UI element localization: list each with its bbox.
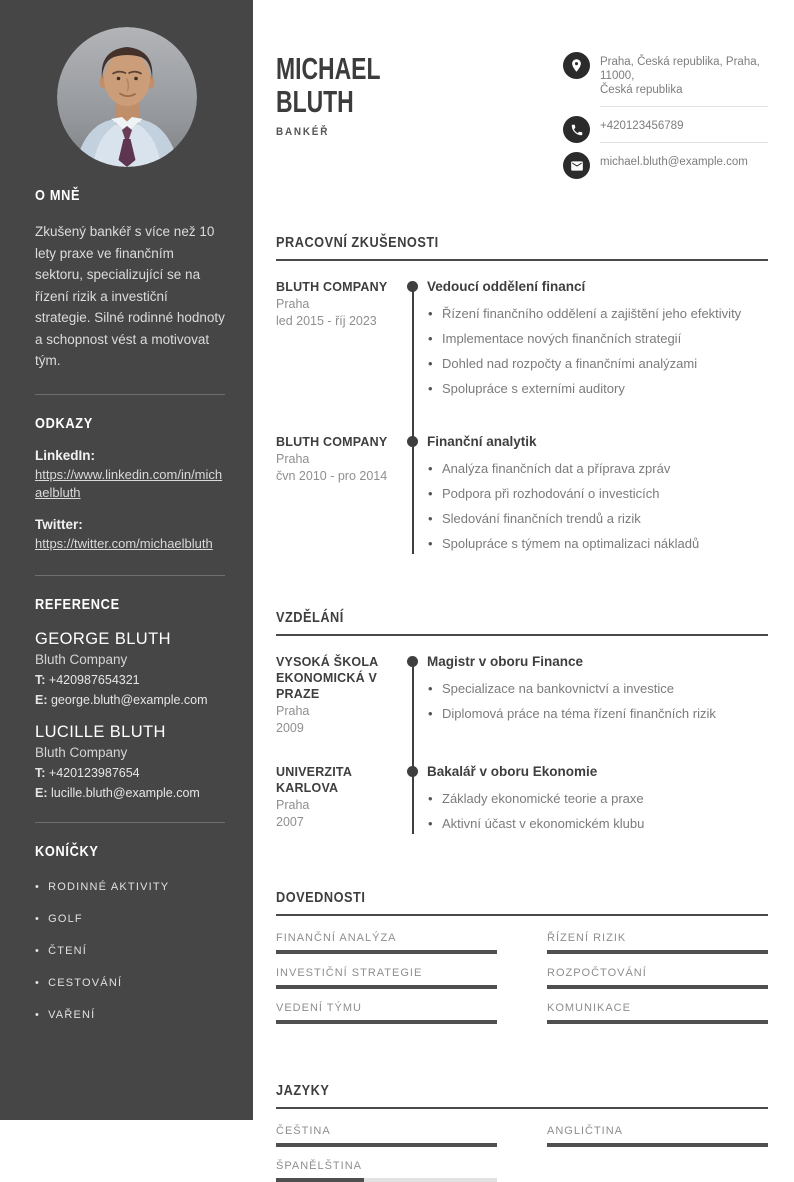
contact-location-row (563, 52, 768, 107)
reference-email (35, 786, 225, 800)
last-name: BLUTH (276, 84, 354, 119)
link-label: Twitter: (35, 516, 83, 532)
experience-timeline (276, 279, 768, 561)
section-rule (276, 1107, 768, 1109)
hobby-item: • GOLF (35, 913, 225, 925)
education-entry (276, 764, 768, 841)
entry-school: UNIVERZITA KARLOVA (276, 765, 352, 795)
language-track (276, 1143, 497, 1147)
timeline-column (407, 279, 427, 406)
entry-details (427, 764, 768, 841)
skill-track (547, 1020, 768, 1024)
skill-item (547, 1002, 768, 1024)
entry-degree: Magistr v oboru Finance (427, 654, 584, 669)
hobbies-list (35, 881, 225, 1021)
location-line2: Česká republika (600, 84, 683, 96)
languages-heading: JAZYKY (276, 1082, 330, 1099)
hobbies-heading: KONÍČKY (35, 842, 99, 860)
references-heading: REFERENCE (35, 595, 120, 613)
about-section (0, 167, 253, 394)
timeline-column (407, 434, 427, 561)
hobby-item: • RODINNÉ AKTIVITY (35, 881, 225, 893)
entry-meta (276, 654, 407, 736)
entry-details (427, 279, 768, 406)
contact-block (563, 52, 768, 188)
skill-item (547, 932, 768, 954)
entry-school: VYSOKÁ ŠKOLA EKONOMICKÁ V PRAZE (276, 655, 378, 701)
skill-name: ŘÍZENÍ RIZIK (547, 932, 627, 944)
entry-details (427, 434, 768, 561)
reference-name: LUCILLE BLUTH (35, 722, 166, 741)
language-level-bar (547, 1143, 768, 1147)
link-item (35, 448, 225, 502)
entry-bullet: • Řízení finančního oddělení a zajištění jeho efektivity (427, 306, 768, 322)
profile-photo-illustration (57, 27, 197, 167)
name-block (276, 52, 417, 188)
entry-meta (276, 279, 407, 406)
reference-phone (35, 673, 225, 687)
timeline-dot (407, 436, 418, 447)
entry-bullets (427, 791, 768, 832)
location-line1: Praha, Česká republika, Praha, 11000, (600, 56, 760, 82)
references-section (0, 576, 253, 822)
skill-item (276, 967, 497, 989)
contact-email: michael.bluth@example.com (600, 156, 748, 168)
email-value: lucille.bluth@example.com (50, 785, 200, 800)
entry-bullet: • Spolupráce s externími auditory (427, 381, 768, 397)
language-item (276, 1125, 497, 1147)
link-url[interactable]: https://twitter.com/michaelbluth (35, 535, 213, 551)
entry-bullet: • Sledování finančních trendů a rizik (427, 511, 768, 527)
link-label: LinkedIn: (35, 447, 95, 463)
entry-bullets (427, 306, 768, 397)
entry-dates: led 2015 - říj 2023 (276, 314, 377, 328)
phone-icon (563, 116, 590, 143)
phone-value: +420123987654 (48, 765, 140, 780)
entry-bullet: • Dohled nad rozpočty a finančními analýzami (427, 356, 768, 372)
main-content (253, 0, 794, 1172)
skill-name: FINANČNÍ ANALÝZA (276, 932, 397, 944)
email-icon (563, 152, 590, 179)
links-list (35, 448, 225, 553)
hobby-item: • ČTENÍ (35, 945, 225, 957)
entry-dates: 2009 (276, 721, 304, 735)
hobby-item: • VAŘENÍ (35, 1009, 225, 1021)
entry-location: Praha (276, 297, 310, 311)
email-value: george.bluth@example.com (50, 692, 208, 707)
first-name: MICHAEL (276, 51, 381, 86)
entry-company: BLUTH COMPANY (276, 280, 388, 294)
skill-item (276, 1002, 497, 1024)
contact-email-row (563, 152, 768, 179)
skill-name: KOMUNIKACE (547, 1002, 631, 1014)
entry-bullet: • Implementace nových finančních strategií (427, 331, 768, 347)
language-track (547, 1143, 768, 1147)
references-list (35, 630, 225, 800)
skill-name: INVESTIČNÍ STRATEGIE (276, 967, 423, 979)
skill-name: ROZPOČTOVÁNÍ (547, 967, 647, 979)
entry-location: Praha (276, 704, 310, 718)
section-rule (276, 914, 768, 916)
entry-bullets (427, 681, 768, 722)
links-section (0, 395, 253, 575)
hobbies-section (0, 823, 253, 1043)
entry-bullet: • Aktivní účast v ekonomickém klubu (427, 816, 768, 832)
entry-bullet: • Spolupráce s týmem na optimalizaci nákladů (427, 536, 768, 552)
skill-item (276, 932, 497, 954)
skill-level-bar (547, 985, 768, 989)
skill-level-bar (547, 950, 768, 954)
experience-entry (276, 279, 768, 406)
links-heading: ODKAZY (35, 414, 93, 432)
entry-company: BLUTH COMPANY (276, 435, 388, 449)
reference-item (35, 723, 225, 800)
language-name: ŠPANĚLŠTINA (276, 1160, 362, 1172)
entry-location: Praha (276, 798, 310, 812)
sidebar (0, 0, 253, 1120)
reference-email (35, 693, 225, 707)
entry-title: Vedoucí oddělení financí (427, 279, 586, 294)
link-item (35, 517, 225, 553)
experience-entry (276, 434, 768, 561)
reference-item (35, 630, 225, 707)
language-track (276, 1178, 497, 1182)
timeline-dot (407, 281, 418, 292)
language-item (547, 1125, 768, 1147)
email-label: E: (35, 785, 48, 800)
skills-heading: DOVEDNOSTI (276, 889, 366, 906)
profile-photo-wrap (0, 0, 253, 167)
skills-section (276, 889, 768, 1024)
job-title: BANKÉŘ (276, 126, 330, 138)
location-icon (563, 52, 590, 79)
resume-header (276, 52, 768, 188)
skill-item (547, 967, 768, 989)
education-heading: VZDĚLÁNÍ (276, 609, 344, 626)
skill-track (547, 985, 768, 989)
skill-level-bar (276, 985, 497, 989)
entry-bullet: • Diplomová práce na téma řízení finančních rizik (427, 706, 768, 722)
language-level-bar (276, 1178, 364, 1182)
entry-details (427, 654, 768, 736)
entry-bullet: • Základy ekonomické teorie a praxe (427, 791, 768, 807)
entry-degree: Bakalář v oboru Ekonomie (427, 764, 598, 779)
skill-track (276, 1020, 497, 1024)
contact-location (600, 52, 768, 107)
experience-section (276, 234, 768, 561)
hobby-item: • CESTOVÁNÍ (35, 977, 225, 989)
entry-dates: 2007 (276, 815, 304, 829)
entry-meta (276, 434, 407, 561)
profile-photo (57, 27, 197, 167)
reference-company: Bluth Company (35, 651, 128, 667)
reference-name: GEORGE BLUTH (35, 629, 171, 648)
entry-meta (276, 764, 407, 841)
contact-phone-row (563, 116, 768, 143)
languages-section (276, 1082, 768, 1182)
experience-heading: PRACOVNÍ ZKUŠENOSTI (276, 234, 439, 251)
phone-value: +420987654321 (48, 672, 140, 687)
entry-location: Praha (276, 452, 310, 466)
link-url[interactable]: https://www.linkedin.com/in/michaelbluth (35, 466, 223, 500)
languages-grid (276, 1125, 768, 1182)
skill-level-bar (276, 950, 497, 954)
reference-phone (35, 766, 225, 780)
education-timeline (276, 654, 768, 841)
phone-label: T: (35, 672, 46, 687)
skill-track (276, 985, 497, 989)
entry-bullet: • Analýza finančních dat a příprava zpráv (427, 461, 768, 477)
education-section (276, 609, 768, 841)
phone-label: T: (35, 765, 46, 780)
reference-company: Bluth Company (35, 744, 128, 760)
entry-bullets (427, 461, 768, 552)
entry-bullet: • Podpora při rozhodování o investicích (427, 486, 768, 502)
language-name: ČEŠTINA (276, 1125, 331, 1137)
entry-bullet: • Specializace na bankovnictví a investice (427, 681, 768, 697)
skill-name: VEDENÍ TÝMU (276, 1002, 362, 1014)
about-text: Zkušený bankéř s více než 10 lety praxe ve finančním sektoru, specializující se na řízení rizik a investiční strategie. Silné rodinné hodnoty a schopnost vést a motivovat tým. (35, 224, 225, 368)
about-heading: O MNĚ (35, 187, 81, 204)
entry-dates: čvn 2010 - pro 2014 (276, 469, 388, 483)
timeline-dot (407, 656, 418, 667)
skill-track (547, 950, 768, 954)
language-item (276, 1160, 497, 1182)
language-name: ANGLIČTINA (547, 1125, 624, 1137)
skill-level-bar (547, 1020, 768, 1024)
education-entry (276, 654, 768, 736)
entry-title: Finanční analytik (427, 434, 537, 449)
timeline-column (407, 654, 427, 736)
email-label: E: (35, 692, 48, 707)
contact-phone: +420123456789 (600, 116, 768, 143)
skills-grid (276, 932, 768, 1024)
timeline-dot (407, 766, 418, 777)
skill-level-bar (276, 1020, 497, 1024)
timeline-column (407, 764, 427, 841)
language-level-bar (276, 1143, 497, 1147)
skill-track (276, 950, 497, 954)
section-rule (276, 259, 768, 261)
section-rule (276, 634, 768, 636)
